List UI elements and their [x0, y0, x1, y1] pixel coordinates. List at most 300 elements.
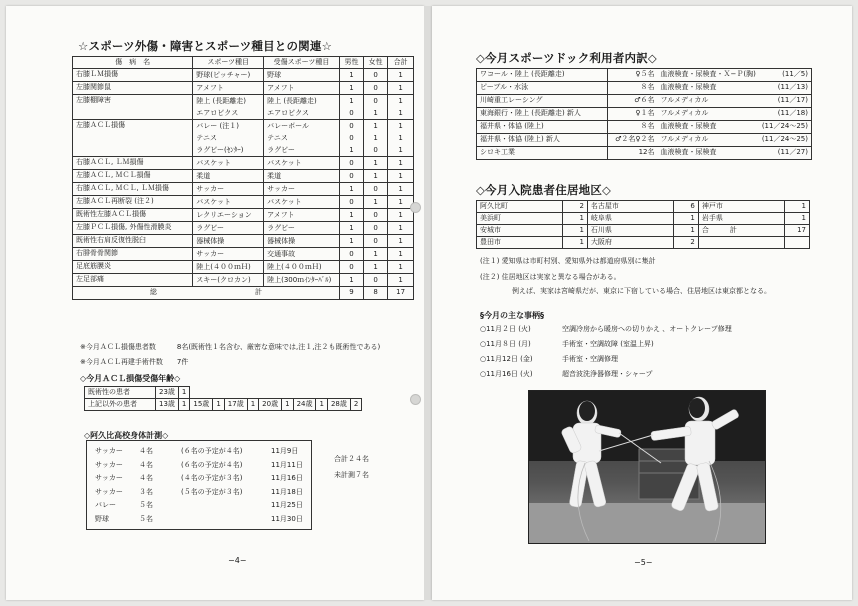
school-count: ４名 — [139, 460, 153, 469]
sport-cell-value: アメフト — [196, 84, 224, 92]
dock-org: ピーブル・水泳 — [477, 82, 608, 95]
male-cell-value: 1 — [349, 97, 354, 105]
male-cell — [339, 82, 363, 95]
total-cell — [388, 209, 414, 222]
sport-cell — [193, 120, 264, 157]
residence-count: 6 — [674, 201, 699, 213]
sport-cell-value: バスケット — [196, 198, 231, 206]
table-row — [73, 82, 414, 95]
dock-date: (11／24〜25) — [759, 134, 812, 147]
diagnosis-cell: 左膝ＡＣＬ再断裂 (注２) — [73, 196, 193, 209]
male-cell-value: 0 — [349, 172, 354, 180]
injury-sport-cell — [264, 196, 340, 209]
table-row — [73, 170, 414, 183]
injury-sport-cell — [264, 183, 340, 196]
residence-area: 神戸市 — [698, 201, 784, 213]
list-item — [95, 500, 305, 512]
school-title: ◇阿久比高校身体計測◇ — [84, 431, 169, 440]
residence-area: 岐阜県 — [587, 213, 673, 225]
event-date: ○11月８日 (月) — [480, 340, 531, 348]
injury-sport-cell — [264, 157, 340, 170]
age-value: 28歳 — [327, 399, 350, 411]
school-count: ３名 — [139, 487, 153, 496]
diagnosis-cell: 右腓骨骨関節 — [73, 248, 193, 261]
school-plan: (４名の予定が３名) — [181, 474, 243, 482]
dock-test: フルメディカル — [657, 95, 758, 108]
total-cell-value: 1 — [398, 146, 403, 154]
dock-org: 東海銀行・陸上 (長距離走) 新人 — [477, 108, 608, 121]
school-count: ４名 — [139, 474, 153, 482]
table-row — [73, 261, 414, 274]
school-date: 11月18日 — [271, 487, 303, 496]
residence-area — [698, 237, 784, 249]
diagnosis-cell: 足底筋膜炎 — [73, 261, 193, 274]
school-date: 11月30日 — [271, 514, 303, 523]
total-cell — [388, 95, 414, 120]
total-cell — [388, 274, 414, 287]
male-cell-value: 1 — [349, 71, 354, 79]
male-cell-value: 0 — [349, 122, 354, 130]
male-cell-value: 1 — [349, 211, 354, 219]
male-cell-value: 1 — [349, 237, 354, 245]
list-item — [480, 369, 653, 379]
female-cell — [364, 248, 388, 261]
residence-count: 17 — [785, 225, 810, 237]
sport-cell — [193, 170, 264, 183]
male-cell-value: 1 — [349, 146, 354, 154]
residence-area: 豊田市 — [477, 237, 563, 249]
table-row — [73, 222, 414, 235]
school-plan: (５名の予定が３名) — [181, 487, 243, 496]
event-text: 手術室・空調故障 (室温上昇) — [562, 340, 654, 348]
female-cell-value: 0 — [373, 211, 378, 219]
dock-count: ♀５名 — [608, 69, 658, 82]
male-cell-value: 1 — [349, 84, 354, 92]
age-row-label: 既術性の患者 — [85, 387, 156, 399]
residence-area: 阿久比町 — [477, 201, 563, 213]
injury-sport-cell-value: 野球 — [267, 71, 282, 79]
school-sport: バレー — [95, 501, 116, 509]
school-sport: サッカー — [95, 487, 123, 496]
table-row — [73, 209, 414, 222]
total-female: 8 — [364, 287, 388, 300]
sport-cell-value: バレー (注１) — [196, 122, 239, 130]
female-cell — [364, 120, 388, 157]
dock-org: シロキ工業 — [477, 147, 608, 160]
list-item — [480, 339, 654, 349]
diagnosis-cell: 右膝ＬＭ損傷 — [73, 69, 193, 82]
school-plan: (６名の予定が４名) — [181, 447, 243, 455]
female-cell — [364, 183, 388, 196]
header-diagnosis: 傷 病 名 — [73, 57, 193, 69]
dock-count: ８名 — [608, 82, 658, 95]
sport-cell-value: サッカー — [196, 250, 225, 258]
residence-count: 1 — [563, 213, 588, 225]
female-cell-value: 1 — [373, 250, 378, 258]
injury-sport-cell — [264, 274, 340, 287]
female-cell-value: 1 — [373, 109, 378, 117]
total-cell-value: 1 — [398, 198, 403, 206]
acl-age-title: ◇今月ＡＣＬ損傷受傷年齢◇ — [80, 374, 181, 383]
sport-cell — [193, 69, 264, 82]
residence-area: 石川県 — [587, 225, 673, 237]
injury-sport-cell-value: テニス — [267, 134, 288, 142]
age-value: 15歳 — [190, 399, 213, 411]
total-cell-value: 1 — [398, 211, 403, 219]
diagnosis-cell: 右膝ＡＣＬ, ＭＣＬ, ＬＭ損傷 — [73, 183, 193, 196]
total-cell — [388, 170, 414, 183]
residence-count: 1 — [563, 237, 588, 249]
male-cell — [339, 157, 363, 170]
dock-test: フルメディカル — [657, 108, 758, 121]
total-cell — [388, 235, 414, 248]
injury-sport-cell-value: 陸上(300ｍｲﾝﾀｰﾊﾞﾙ) — [267, 276, 332, 284]
female-cell-value: 0 — [373, 237, 378, 245]
event-text: 超音波洗浄器修理・シャープ — [562, 370, 653, 378]
residence-count: 2 — [563, 201, 588, 213]
injury-sport-cell-value: アメフト — [267, 211, 295, 219]
table-row — [477, 237, 810, 249]
table-row — [85, 399, 362, 411]
fencing-photo — [528, 390, 766, 544]
sport-cell-value: 陸上 (長距離走) — [196, 97, 246, 105]
injury-sport-cell — [264, 209, 340, 222]
injury-sport-cell — [264, 261, 340, 274]
table-row — [73, 95, 414, 120]
sport-cell-value: 野球(ピッチャー) — [196, 71, 251, 79]
total-all: 17 — [388, 287, 414, 300]
residence-area: 岩手県 — [698, 213, 784, 225]
sport-cell — [193, 248, 264, 261]
dock-count: ♂２名♀２名 — [608, 134, 658, 147]
residence-area: 安城市 — [477, 225, 563, 237]
injury-sport-cell — [264, 235, 340, 248]
sport-cell-value: レクリエーション — [196, 211, 252, 219]
table-row — [73, 235, 414, 248]
school-count: ４名 — [139, 447, 153, 455]
male-cell — [339, 69, 363, 82]
sport-cell-value: エアロビクス — [196, 109, 239, 117]
gutter — [424, 6, 432, 600]
note-2: (注２) 住居地区は実家と異なる場合がある。 — [480, 273, 621, 281]
sport-cell — [193, 157, 264, 170]
dock-date: (11／24〜25) — [759, 121, 812, 134]
female-cell — [364, 170, 388, 183]
sport-cell — [193, 183, 264, 196]
total-cell-value: 1 — [398, 185, 403, 193]
age-count: 1 — [282, 399, 293, 411]
diagnosis-cell: 左膝ＡＣＬ損傷 — [73, 120, 193, 157]
event-text: 手術室・空調修理 — [562, 355, 618, 363]
sport-cell — [193, 235, 264, 248]
total-cell — [388, 82, 414, 95]
diagnosis-cell: 右膝ＡＣＬ, ＬＭ損傷 — [73, 157, 193, 170]
school-count: ５名 — [139, 501, 153, 509]
age-count: 1 — [213, 399, 224, 411]
age-value: 24歳 — [293, 399, 316, 411]
sport-cell — [193, 82, 264, 95]
school-sport: サッカー — [95, 460, 123, 469]
male-cell — [339, 209, 363, 222]
female-cell — [364, 157, 388, 170]
dock-org: ワコール・陸上 (長距離走) — [477, 69, 608, 82]
male-cell — [339, 261, 363, 274]
male-cell — [339, 274, 363, 287]
female-cell-value: 1 — [373, 198, 378, 206]
list-item — [95, 460, 305, 472]
sport-cell-value: 柔道 — [196, 172, 211, 180]
male-cell-value: 0 — [349, 109, 354, 117]
note-3: 例えば、実家は宮崎県だが、東京に下宿している場合、住居地区は東京都となる。 — [512, 287, 771, 295]
male-cell — [339, 248, 363, 261]
header-female: 女性 — [364, 57, 388, 69]
table-row — [477, 69, 812, 82]
header-sport: スポーツ種目 — [193, 57, 264, 69]
event-text: 空調冷房から暖房への切りかえ 、オートクレーブ修理 — [562, 325, 732, 333]
injury-sport-cell-value: 交通事故 — [267, 250, 296, 258]
residence-count — [785, 237, 810, 249]
female-cell — [364, 95, 388, 120]
injury-sport-cell-value: バレーボール — [267, 122, 309, 130]
injury-sport-cell-value: 器械体操 — [267, 237, 296, 245]
residence-table — [476, 200, 810, 249]
school-measure-box — [86, 440, 312, 530]
residence-count: 1 — [563, 225, 588, 237]
list-item — [95, 487, 305, 499]
age-value: 17歳 — [224, 399, 247, 411]
dock-count: 12名 — [608, 147, 658, 160]
total-cell-value: 1 — [398, 172, 403, 180]
residence-area: 合 計 — [698, 225, 784, 237]
header-injury-sport: 受傷スポーツ種目 — [264, 57, 340, 69]
age-count: 2 — [350, 399, 361, 411]
sport-cell-value: テニス — [196, 134, 218, 142]
residence-count: 1 — [785, 201, 810, 213]
female-cell-value: 1 — [373, 159, 378, 167]
page-number-right: −5− — [634, 558, 653, 567]
list-item — [95, 446, 305, 458]
school-sport: サッカー — [95, 474, 123, 482]
female-cell-value: 0 — [373, 224, 378, 232]
dock-org: 福井県・体協 (陸上) 新人 — [477, 134, 608, 147]
residence-count: 1 — [674, 225, 699, 237]
total-cell-value: 1 — [398, 134, 403, 142]
injury-sport-cell — [264, 248, 340, 261]
total-cell-value: 1 — [398, 84, 403, 92]
total-cell-value: 1 — [398, 276, 403, 284]
dock-count: ♀１名 — [608, 108, 658, 121]
injury-sport-cell-value: ラグビー — [267, 146, 295, 154]
age-row-label: 上記以外の患者 — [85, 399, 156, 411]
total-cell-value: 1 — [398, 122, 403, 130]
binder-hole — [410, 202, 421, 213]
sport-cell-value: ラグビー — [196, 224, 225, 232]
injury-sport-table — [72, 56, 414, 300]
list-item — [480, 354, 618, 364]
sport-cell-value: スキー(クロカン) — [196, 276, 251, 284]
diagnosis-cell: 左膝ＡＣＬ, ＭＣＬ損傷 — [73, 170, 193, 183]
male-cell-value: 1 — [349, 185, 354, 193]
school-total: 合計２４名 — [334, 455, 369, 463]
male-cell — [339, 222, 363, 235]
residence-area: 大阪府 — [587, 237, 673, 249]
injury-sport-cell-value: ラグビー — [267, 224, 295, 232]
residence-count: 1 — [785, 213, 810, 225]
total-cell-value: 1 — [398, 250, 403, 258]
event-date: ○11月16日 (火) — [480, 370, 533, 378]
page-left — [6, 6, 424, 600]
dock-test: 血液検査・尿検査 — [657, 147, 758, 160]
sport-cell-value: バスケット — [196, 159, 231, 167]
sport-cell — [193, 209, 264, 222]
age-count: 1 — [178, 399, 189, 411]
total-cell-value: 1 — [398, 97, 403, 105]
total-cell-value: 1 — [398, 109, 403, 117]
male-cell — [339, 120, 363, 157]
school-sport: サッカー — [95, 447, 123, 455]
header-male: 男性 — [339, 57, 363, 69]
dock-date: (11／17) — [759, 95, 812, 108]
dock-title: ◇今月スポーツドック利用者内訳◇ — [476, 51, 657, 65]
male-cell — [339, 235, 363, 248]
event-date: ○11月12日 (金) — [480, 355, 533, 363]
female-cell-value: 0 — [373, 84, 378, 92]
residence-title: ◇今月入院患者住居地区◇ — [476, 183, 612, 197]
diagnosis-cell: 既術性右肩反復性脱臼 — [73, 235, 193, 248]
female-cell-value: 1 — [373, 134, 378, 142]
dock-date: (11／13) — [759, 82, 812, 95]
table-row — [73, 120, 414, 157]
injury-sport-cell-value: バスケット — [267, 159, 302, 167]
table-row — [477, 121, 812, 134]
sport-cell-value: ラグビー(ｾﾝﾀｰ) — [196, 146, 244, 154]
binder-hole — [410, 394, 421, 405]
residence-area: 名古屋市 — [587, 201, 673, 213]
diagnosis-cell: 左膝棚障害 — [73, 95, 193, 120]
total-cell-value: 1 — [398, 159, 403, 167]
sport-cell — [193, 196, 264, 209]
injury-sport-cell — [264, 120, 340, 157]
sport-cell — [193, 274, 264, 287]
female-cell-value: 0 — [373, 185, 378, 193]
dock-test: 血液検査・尿検査・Ｘ−Ｐ(胸) — [657, 69, 758, 82]
age-count: 1 — [247, 399, 258, 411]
table-row — [477, 95, 812, 108]
table-row — [477, 201, 810, 213]
injury-sport-cell — [264, 222, 340, 235]
dock-test: 血液検査・尿検査 — [657, 121, 758, 134]
total-cell — [388, 69, 414, 82]
sport-cell-value: 陸上(４００ｍＨ) — [196, 263, 251, 271]
male-cell — [339, 183, 363, 196]
injury-table-title: ☆スポーツ外傷・障害とスポーツ種目との関連☆ — [78, 39, 333, 53]
total-male: 9 — [339, 287, 363, 300]
injury-sport-cell-value: エアロビクス — [267, 109, 310, 117]
male-cell-value: 1 — [349, 276, 354, 284]
school-date: 11月25日 — [271, 501, 303, 509]
total-cell — [388, 261, 414, 274]
female-cell-value: 0 — [373, 146, 378, 154]
list-item — [95, 514, 305, 526]
total-cell-value: 1 — [398, 71, 403, 79]
sport-cell-value: 器械体操 — [196, 237, 225, 245]
injury-sport-cell-value: バスケット — [267, 198, 302, 206]
table-row — [73, 183, 414, 196]
injury-sport-cell-value: サッカー — [267, 185, 295, 193]
total-cell-value: 1 — [398, 224, 403, 232]
table-row — [477, 134, 812, 147]
diagnosis-cell: 左足部痛 — [73, 274, 193, 287]
female-cell-value: 1 — [373, 172, 378, 180]
event-date: ○11月２日 (火) — [480, 325, 531, 333]
page-number-left: −4− — [228, 556, 247, 565]
acl-age-table — [84, 386, 362, 411]
diagnosis-cell: 既術性左膝ＡＣＬ損傷 — [73, 209, 193, 222]
total-cell — [388, 222, 414, 235]
male-cell-value: 1 — [349, 224, 354, 232]
table-row — [73, 248, 414, 261]
total-cell — [388, 120, 414, 157]
injury-sport-cell — [264, 170, 340, 183]
female-cell — [364, 69, 388, 82]
school-count: ５名 — [139, 514, 153, 523]
total-cell — [388, 248, 414, 261]
residence-area: 美浜町 — [477, 213, 563, 225]
dock-count: ♂６名 — [608, 95, 658, 108]
injury-sport-cell-value: 柔道 — [267, 172, 282, 180]
female-cell — [364, 196, 388, 209]
diagnosis-cell: 左膝ＰＣＬ損傷, 外傷性滑膜炎 — [73, 222, 193, 235]
age-value: 13歳 — [156, 399, 179, 411]
injury-sport-cell — [264, 82, 340, 95]
female-cell-value: 0 — [373, 97, 378, 105]
sports-dock-table — [476, 68, 812, 160]
table-row — [73, 157, 414, 170]
school-date: 11月11日 — [271, 460, 303, 469]
female-cell — [364, 261, 388, 274]
header-total: 合計 — [388, 57, 414, 69]
female-cell-value: 1 — [373, 122, 378, 130]
sport-cell — [193, 261, 264, 274]
female-cell-value: 0 — [373, 71, 378, 79]
dock-test: 血液検査・尿検査 — [657, 82, 758, 95]
male-cell-value: 0 — [349, 134, 354, 142]
male-cell — [339, 196, 363, 209]
table-row — [73, 274, 414, 287]
male-cell — [339, 95, 363, 120]
injury-sport-cell-value: アメフト — [267, 84, 295, 92]
dock-test: フルメディカル — [657, 134, 758, 147]
total-label: 総 計 — [73, 287, 340, 300]
dock-date: (11／5) — [759, 69, 812, 82]
events-title: §今月の主な事柄§ — [480, 311, 544, 320]
list-item — [95, 473, 305, 485]
female-cell — [364, 235, 388, 248]
male-cell-value: 0 — [349, 250, 354, 258]
acl-reoperation: ※今月ＡＣＬ再建手術件数 7件 — [80, 358, 189, 366]
age-count: 1 — [178, 387, 189, 399]
female-cell-value: 0 — [373, 276, 378, 284]
table-row — [477, 108, 812, 121]
page-right — [432, 6, 852, 600]
table-row — [73, 69, 414, 82]
dock-date: (11／18) — [759, 108, 812, 121]
male-cell-value: 0 — [349, 263, 354, 271]
table-row — [85, 387, 362, 399]
school-date: 11月16日 — [271, 474, 303, 482]
school-sport: 野球 — [95, 514, 109, 523]
sport-cell-value: サッカー — [196, 185, 225, 193]
